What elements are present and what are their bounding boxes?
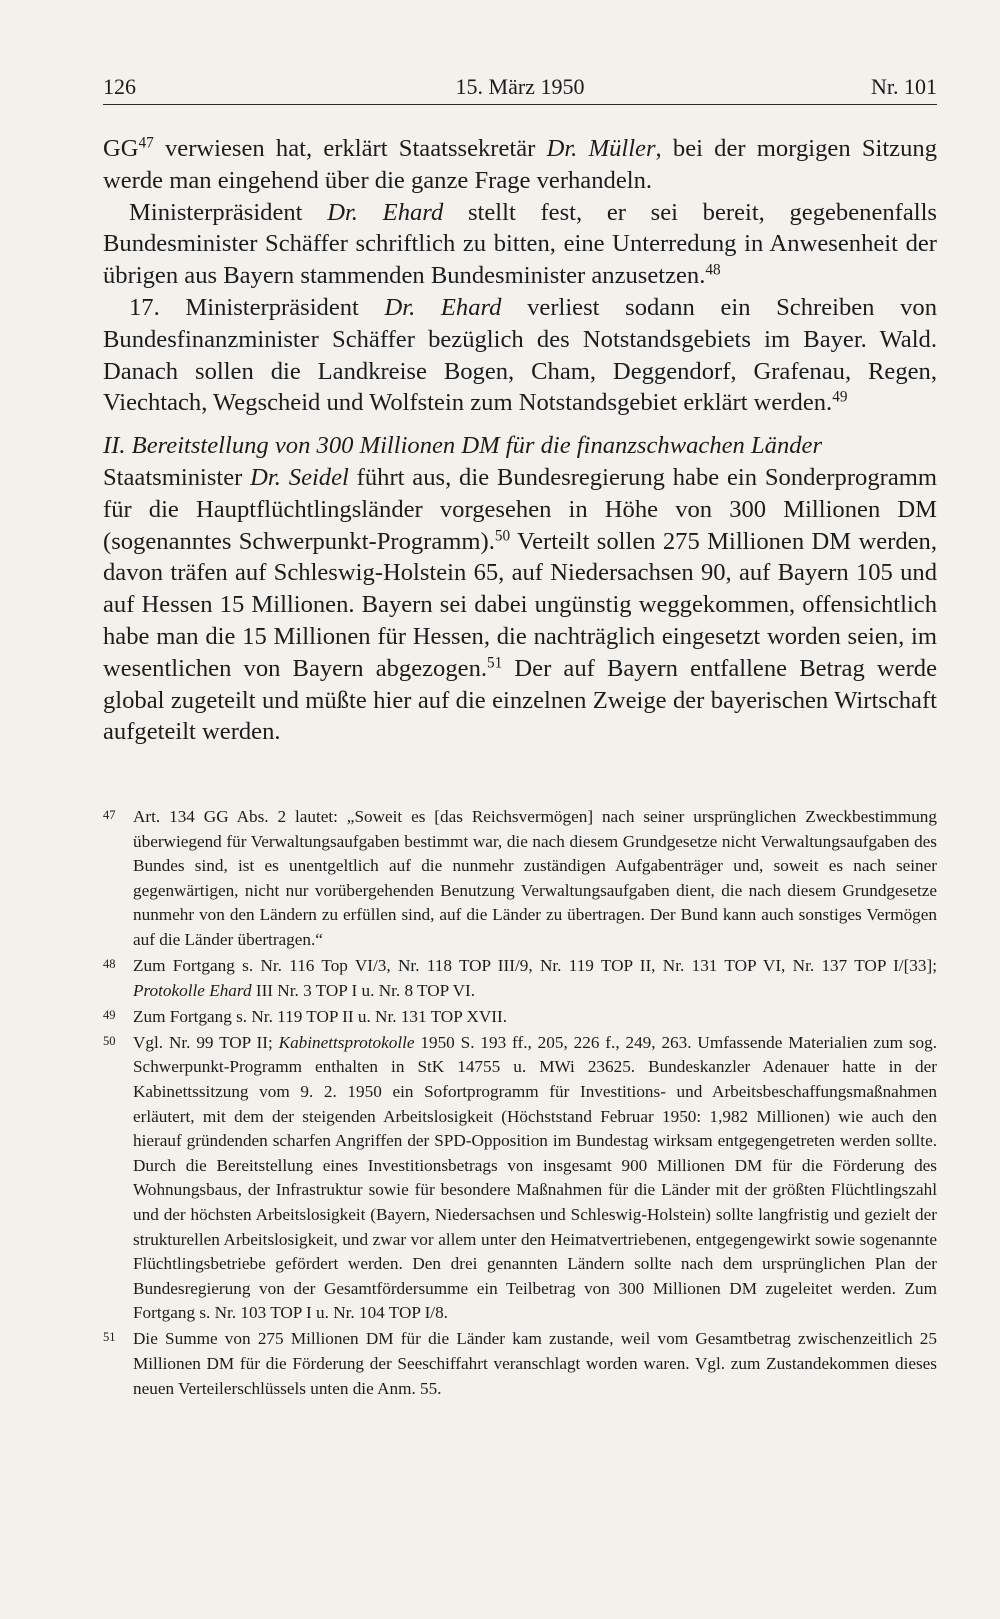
footnote-48	[103, 954, 937, 1003]
footnote-text: Zum Fortgang s. Nr. 119 TOP II u. Nr. 131 TOP XVII.	[133, 1006, 507, 1026]
document-number: Nr. 101	[871, 74, 937, 99]
footnote-ref-47[interactable]: 47	[138, 134, 154, 152]
footnote-ref-48[interactable]: 48	[705, 261, 721, 279]
footnotes	[103, 805, 937, 1401]
text-run: Staatsminister	[103, 463, 251, 491]
person-name: Müller	[588, 135, 656, 162]
title-dr: Dr.	[250, 463, 281, 491]
footnote-51	[103, 1327, 937, 1401]
footnote-ref-51[interactable]: 51	[487, 654, 503, 672]
footnote-ref-50[interactable]: 50	[494, 527, 511, 545]
cited-work: Kabinettsprotokolle	[278, 1032, 415, 1052]
footnote-49	[103, 1005, 937, 1030]
text-run: Vgl. Nr. 99 TOP II;	[133, 1032, 279, 1052]
footnote-47	[103, 805, 937, 953]
footnote-number: 51	[103, 1330, 116, 1345]
footnote-text: Art. 134 GG Abs. 2 lautet: „Soweit es [das Reichsvermögen] nach seiner ursprünglichen Zweckbestimmung überwiegend für Verwaltungsaufgaben bestimmt war, die nach diesem Grundgesetze nicht Verwaltungsaufgaben des Bundes sind, ist es unentgeltlich auf die nunmehr zuständigen Aufgabenträger und, soweit es nach seiner gegenwärtigen, nicht nur vorübergehenden Benutzung Verwaltungsaufgaben dient, die nach diesem Grundgesetze nunmehr von den Ländern zu erfüllen sind, auf die Länder zu übertragen. Der Bund kann auch sonstiges Vermögen auf die Länder übertragen.“	[133, 807, 937, 949]
text-run: Ministerpräsident	[129, 198, 328, 226]
main-text	[103, 133, 937, 748]
running-header	[103, 72, 937, 105]
text-run: verliest sodann ein Schreiben von Bundesfinanzminister Schäffer bezüglich des Notstandsgebiets im Bayer. Wald. Danach sollen die Landkreise Bogen, Cham, Deggendorf, Grafenau, Regen, Viechtach, Wegscheid und Wolfstein zum Notstandsgebiet erklärt werden.	[103, 293, 937, 417]
text-run: verwiesen hat, erklärt Staatssekretär	[153, 135, 547, 162]
text-run: Verteilt sollen 275 Millionen DM werden, davon träfen auf Schleswig-Holstein 65, auf Niedersachsen 90, auf Bayern 105 und auf Hessen 15 Millionen. Bayern sei dabei ungünstig weggekommen, offensichtlich habe man die 15 Millionen für Hessen, die nachträglich eingesetzt worden seien, im wesentlichen von Bayern abgezogen.	[103, 527, 937, 682]
text-run: führt aus, die Bundesregierung habe ein Sonderprogramm für die Hauptflüchtlingsländer vorgesehen in Höhe von 300 Millionen DM (sogenanntes Schwerpunkt-Programm).	[103, 463, 937, 555]
footnote-text: Die Summe von 275 Millionen DM für die Länder kam zustande, weil vom Gesamtbetrag zwischenzeitlich 25 Millionen DM für die Förderung der Seeschiffahrt veranschlagt worden waren. Vgl. zum Zustandekommen dieses neuen Verteilerschlüssels unten die Anm. 55.	[133, 1329, 937, 1398]
footnote-text	[133, 1031, 937, 1326]
footnote-number: 47	[103, 808, 116, 822]
paragraph-1	[103, 133, 937, 197]
text-run: , bei der morgigen Sitzung werde man eingehend über die ganze Frage verhandeln.	[103, 135, 937, 194]
paragraph-2	[103, 197, 937, 292]
text-run: III Nr. 3 TOP I u. Nr. 8 TOP VI.	[251, 980, 475, 1000]
text-run: 1950 S. 193 ff., 205, 226 f., 249, 263. Umfassende Materialien zum sog. Schwerpunkt-Programm enthalten in StK 14755 u. MWi 23625. Bundeskanzler Adenauer hatte in der Kabinettssitzung vom 9. 2. 1950 ein Sofortprogramm für Investitions- und Arbeitsbeschaffungsmaßnahmen erläutert, mit dem der steigenden Arbeitslosigkeit (Höchststand Februar 1950: 1,982 Millionen) wie auch den hierauf gründenden scharfen Angriffen der SPD-Opposition im Bundestag wirksam entgegengetreten werden sollte. Durch die Bereitstellung eines Investitionsbetrags von insgesamt 900 Millionen DM für die Förderung des Wohnungsbaus, der Infrastruktur sowie für besondere Maßnahmen für die Länder mit der größten Flüchtlingszahl und der höchsten Arbeitslosigkeit (Bayern, Niedersachsen und Schleswig-Holstein) sollte langfristig und gezielt der strukturellen Arbeitslosigkeit, und zwar vor allem unter den Heimatvertriebenen, entgegengewirkt sowie sogenannte Flüchtlingsbetriebe gefördert werden. Den drei genannten Ländern sollte nach dem ursprünglichen Plan der Bundesregierung von der Gesamtfördersumme ein Teilbetrag von 300 Millionen DM zugeleitet werden. Zum Fortgang s. Nr. 103 TOP I u. Nr. 104 TOP I/8.	[133, 1032, 938, 1323]
person-name: Ehard	[440, 293, 502, 321]
header-date: 15. März 1950	[455, 74, 585, 99]
title-dr: Dr.	[546, 135, 578, 162]
cited-work: Protokolle Ehard	[133, 980, 252, 1000]
footnote-ref-49[interactable]: 49	[832, 389, 848, 406]
paragraph-4	[103, 462, 937, 748]
title-dr: Dr.	[384, 293, 416, 321]
footnote-50	[103, 1031, 937, 1326]
title-dr: Dr.	[327, 198, 358, 226]
person-name: Ehard	[382, 198, 444, 226]
page-number: 126	[103, 74, 136, 99]
text-run: Der auf Bayern entfallene Betrag werde global zugeteilt und müßte hier auf die einzelnen Zweige der bayerischen Wirtschaft aufgeteilt werden.	[103, 654, 937, 746]
text-run: GG	[103, 135, 139, 162]
footnote-number: 48	[103, 957, 116, 972]
person-name: Seidel	[288, 463, 349, 491]
footnote-number: 50	[103, 1033, 116, 1048]
footnote-text	[133, 954, 937, 1003]
text-run: 17. Ministerpräsident	[129, 293, 385, 321]
text-run: Zum Fortgang s. Nr. 116 Top VI/3, Nr. 118 TOP III/9, Nr. 119 TOP II, Nr. 131 TOP VI, Nr. 137 TOP I/[33];	[133, 956, 937, 976]
text-run: stellt fest, er sei bereit, gegebenenfalls Bundesminister Schäffer schriftlich zu bitten, eine Unterredung in Anwesenheit der übrigen aus Bayern stammenden Bundesminister anzusetzen.	[103, 198, 937, 290]
paragraph-3	[103, 292, 937, 419]
section-title: II. Bereitstellung von 300 Millionen DM für die finanzschwachen Länder	[103, 432, 823, 460]
footnote-number: 49	[103, 1007, 116, 1022]
